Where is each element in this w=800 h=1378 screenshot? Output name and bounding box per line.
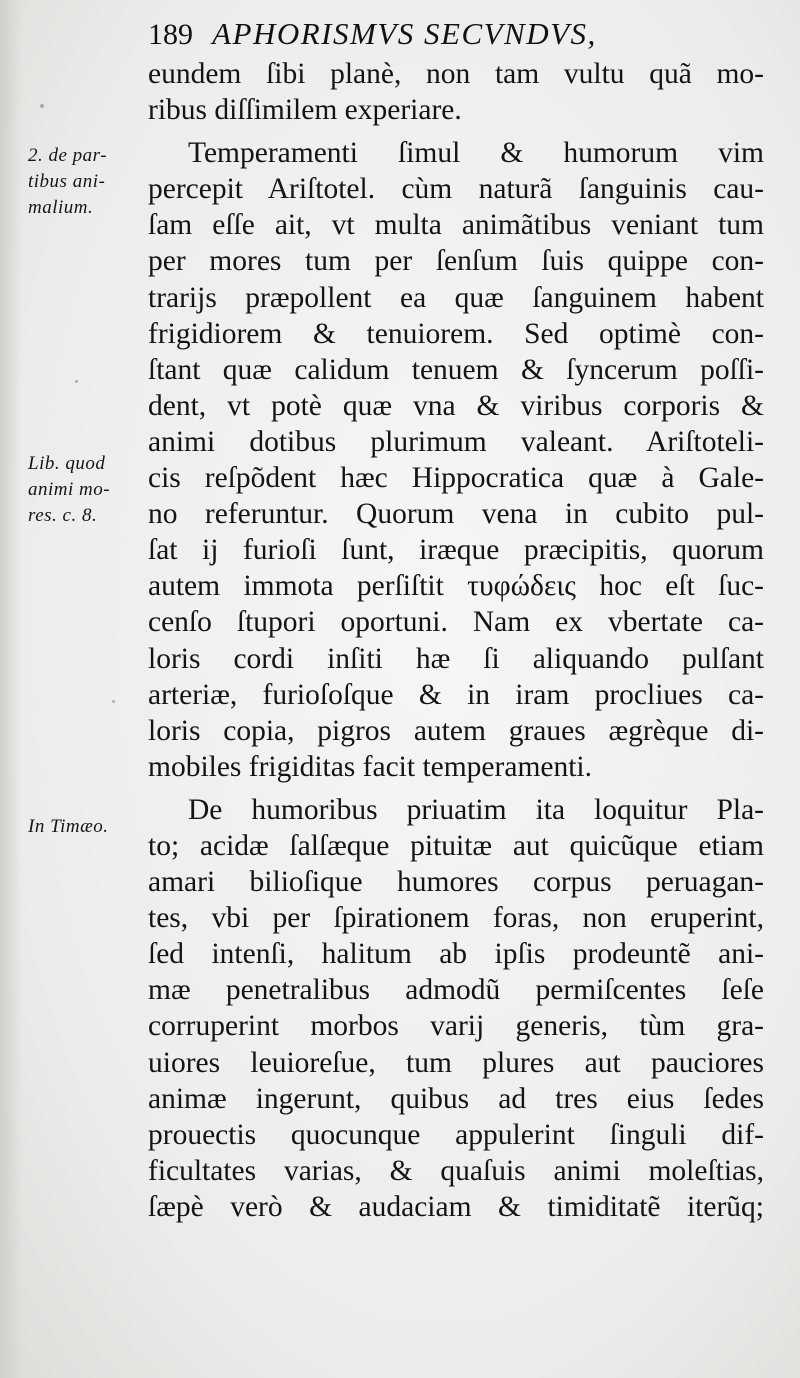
text-line: dent, vt potè quæ vna & viribus corporis & — [148, 389, 764, 422]
text-line: no referuntur. Quorum vena in cubito pul- — [148, 498, 764, 531]
text-line: percepit Ariſtotel. cùm naturã ſanguinis cau- — [148, 173, 764, 206]
text-line: De humoribus priuatim ita loquitur Pla- — [188, 793, 764, 826]
text-line: to; acidæ ſalſæque pituitæ aut quicũque etiam — [148, 829, 764, 862]
text-line: tes, vbi per ſpirationem foras, non eruperint, — [148, 902, 764, 935]
text-line: cenſo ſtupori oportuni. Nam ex vbertate ca- — [148, 606, 764, 639]
ink-speck — [112, 700, 115, 703]
text-line: arteriæ, furioſoſque & in iram procliues ca- — [148, 678, 764, 711]
text-line: ſæpè verò & audaciam & timiditatẽ iterũq; — [148, 1190, 764, 1223]
text-line: uiores leuioreſue, tum plures aut pauciores — [148, 1046, 764, 1079]
text-line: ſtant quæ calidum tenuem & ſyncerum poſſi- — [148, 353, 764, 386]
text-line: mæ penetralibus admodũ permiſcentes ſeſe — [148, 974, 764, 1007]
text-line: autem immota perſiſtit τυφώδεις hoc eſt ſuc- — [148, 570, 764, 603]
paragraph-plato — [148, 792, 764, 1225]
margin-note-line: tibus ani- — [28, 171, 106, 192]
margin-note-line: animi mo- — [28, 479, 111, 500]
margin-note-line: 2. de par- — [28, 145, 108, 166]
margin-note-line: In Timæo. — [28, 816, 109, 837]
text-line: ſed intenſi, halitum ab ipſis prodeuntẽ ani- — [148, 938, 764, 971]
text-line: Temperamenti ſimul & humorum vim — [188, 137, 764, 170]
margin-note-line: malium. — [28, 197, 94, 218]
text-line: cis reſpõdent hæc Hippocratica quæ à Gale- — [148, 462, 764, 495]
text-line: ribus diſſimilem experiare. — [148, 94, 462, 127]
binding-shadow — [0, 0, 22, 1378]
page-number: 189 — [148, 18, 193, 51]
text-line: loris cordi inſiti hæ ſi aliquando pulſant — [148, 642, 764, 675]
text-line: amari bilioſique humores corpus peruagan- — [148, 866, 764, 899]
text-line: trarijs præpollent ea quæ ſanguinem habent — [148, 281, 764, 314]
text-line: ſam eſſe ait, vt multa animãtibus veniant tum — [148, 209, 764, 242]
text-line: eundem ſibi planè, non tam vultu quã mo- — [148, 58, 764, 90]
body-text — [148, 56, 764, 1225]
text-line: animæ ingerunt, quibus ad tres eius ſedes — [148, 1082, 764, 1115]
text-line: per mores tum per ſenſum ſuis quippe con- — [148, 245, 764, 278]
ink-speck — [75, 380, 78, 383]
margin-note-line: Lib. quod — [28, 453, 106, 474]
text-line: ficultates varias, & quaſuis animi moleſtias, — [148, 1154, 764, 1187]
text-line: ſat ij furioſi ſunt, iræque præcipitis, quorum — [148, 534, 764, 567]
paragraph-aristotle — [148, 135, 764, 785]
ink-speck — [40, 104, 44, 108]
text-line: frigidiorem & tenuiorem. Sed optimè con- — [148, 317, 764, 350]
running-head: APHORISMVS SECVNDVS, — [212, 16, 597, 51]
text-line: animi dotibus plurimum valeant. Ariſtoteli- — [148, 425, 764, 458]
margin-note-de-partibus — [28, 143, 146, 221]
margin-note-line: res. c. 8. — [28, 505, 98, 526]
text-line: loris copia, pigros autem graues ægrèque di- — [148, 714, 764, 747]
text-line: corruperint morbos varij generis, tùm gra- — [148, 1010, 764, 1043]
text-line: prouectis quocunque appulerint ſinguli dif- — [148, 1118, 764, 1151]
text-line: mobiles frigiditas facit temperamenti. — [148, 750, 592, 783]
margin-note-in-timaeo — [28, 814, 146, 840]
paragraph-continuation — [148, 56, 764, 128]
margin-note-lib-quod-animi — [28, 451, 146, 529]
